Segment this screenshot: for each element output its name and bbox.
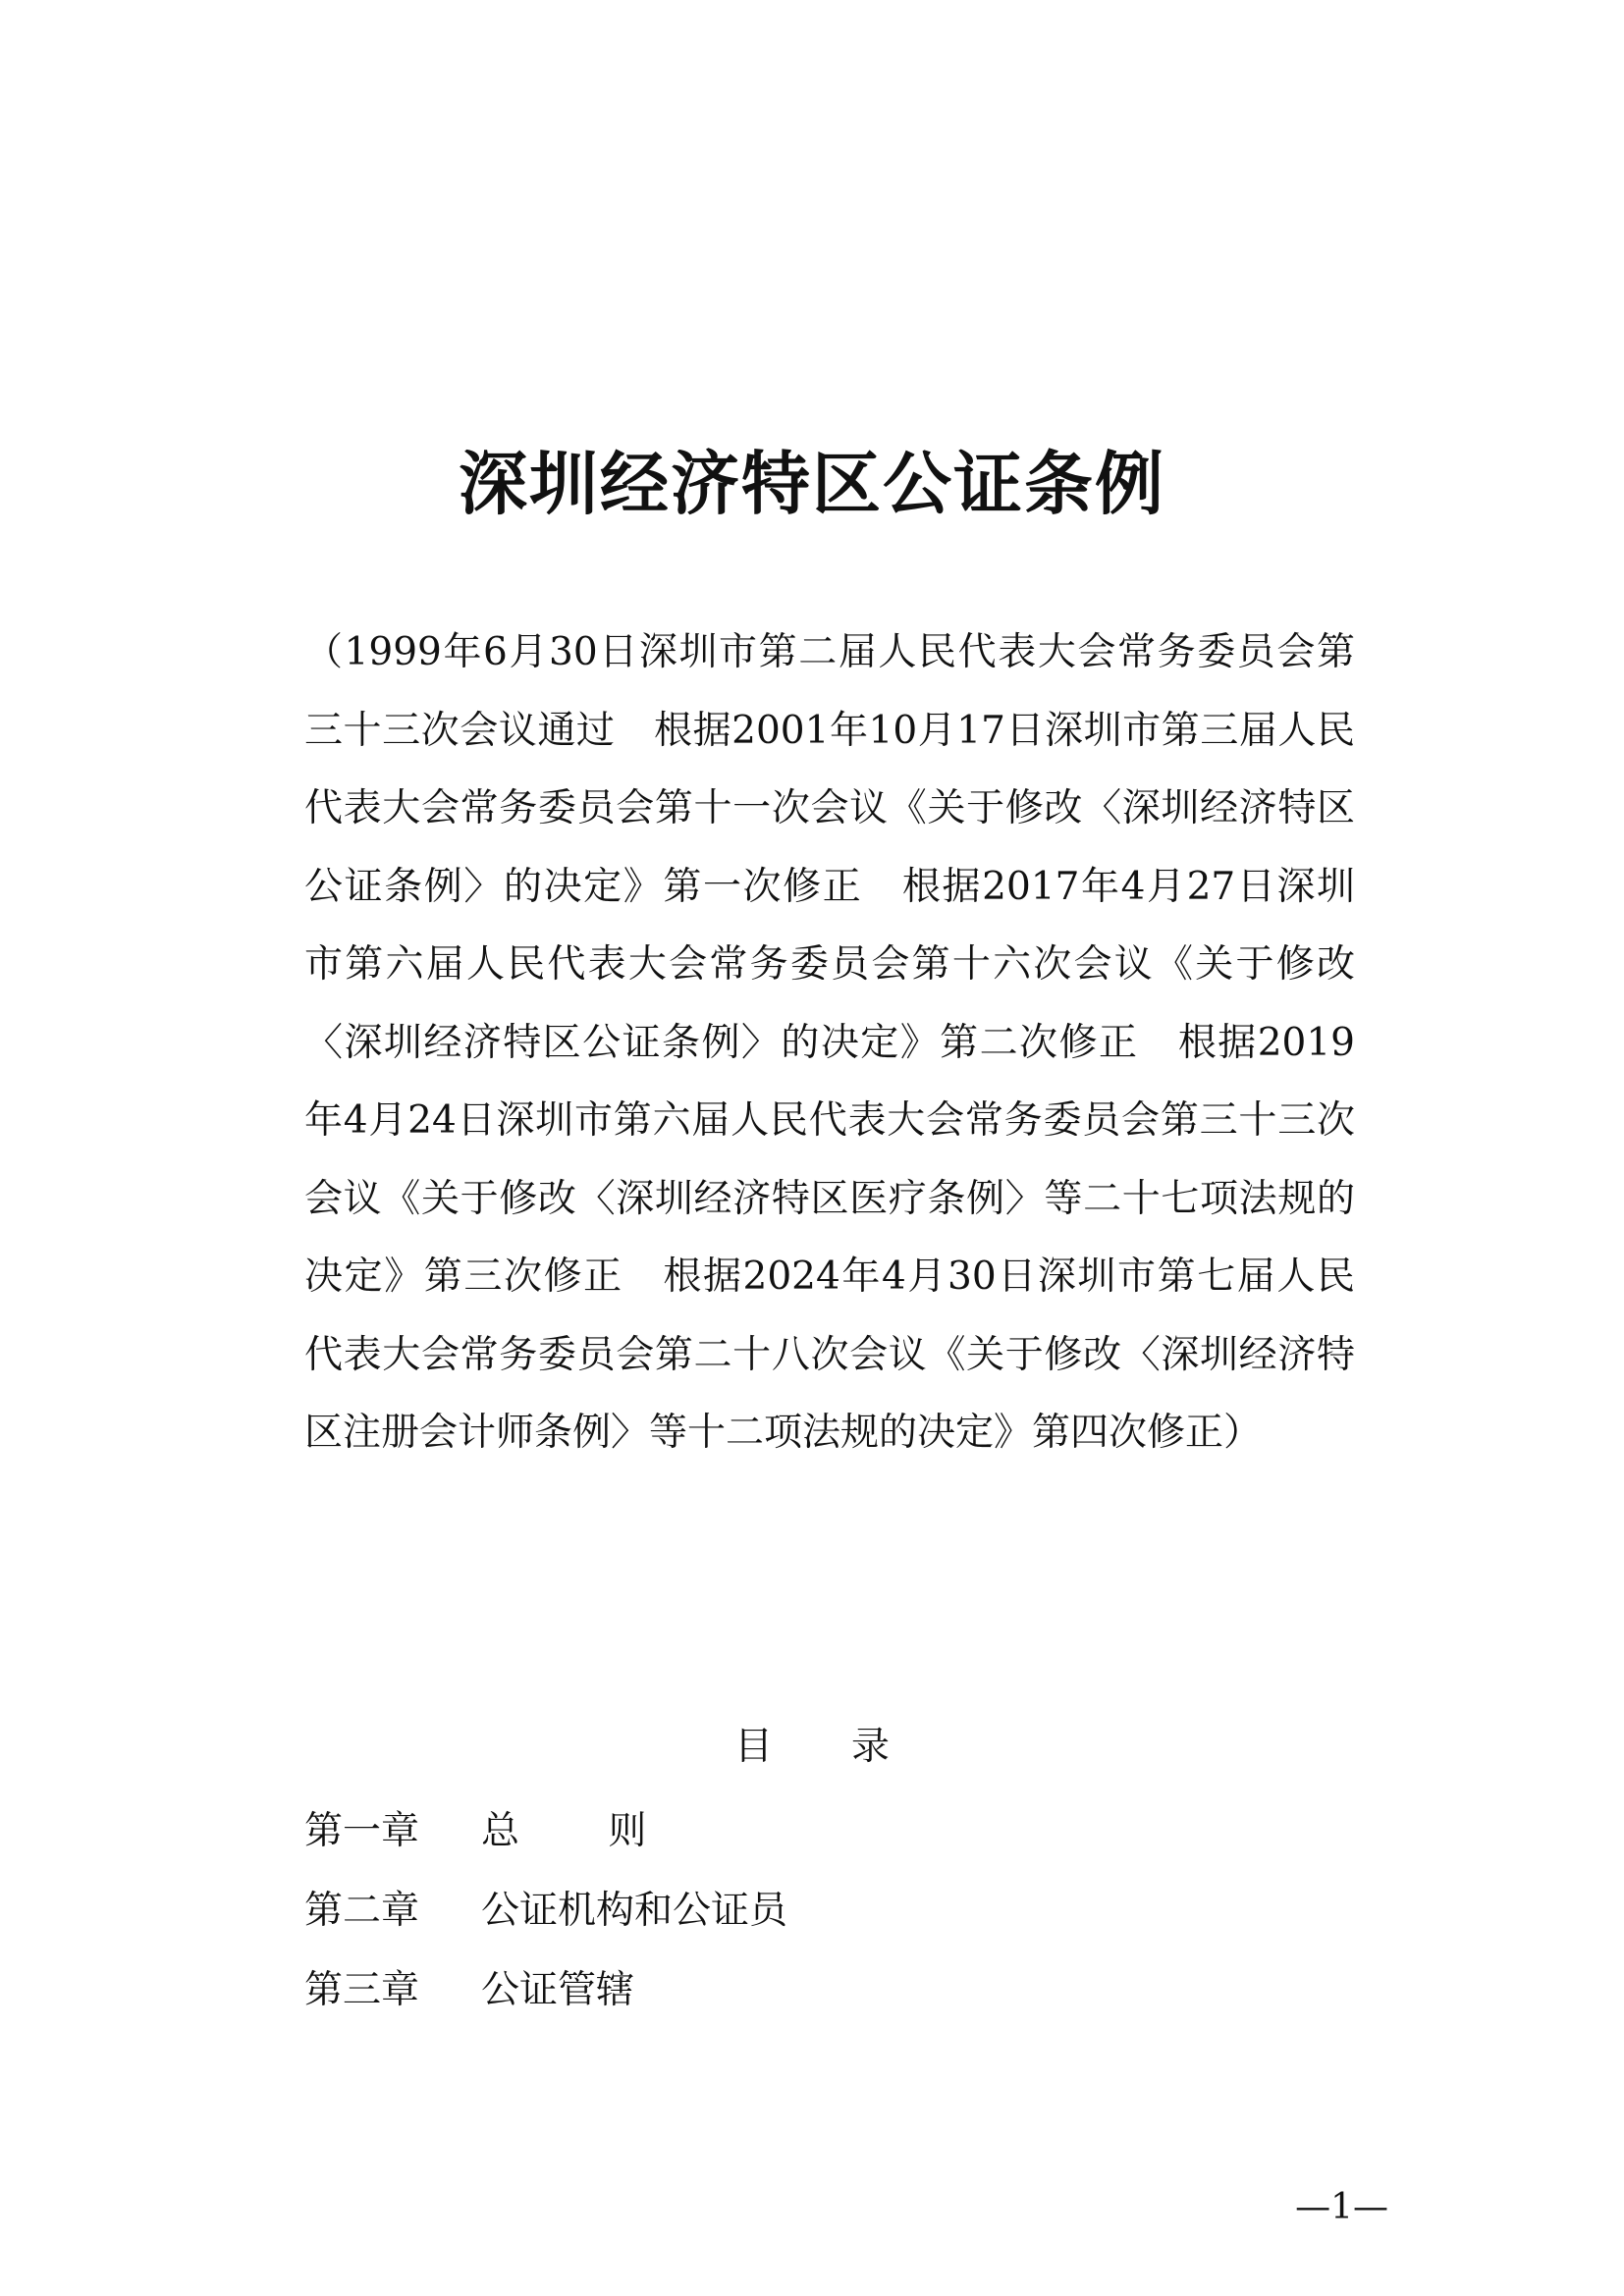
toc-chapter-number: 第三章 <box>304 1968 420 2012</box>
toc-chapter-title: 公证机构和公证员 <box>481 1889 788 1933</box>
toc-item <box>304 1963 787 2043</box>
document-title: 深圳经济特区公证条例 <box>459 444 1165 524</box>
toc-chapter-number: 第二章 <box>304 1889 420 1933</box>
toc-chapter-title: 公证管辖 <box>481 1968 635 2012</box>
toc-item <box>304 1884 787 1963</box>
toc-item <box>304 1804 787 1884</box>
toc-chapter-number: 第一章 <box>304 1809 420 1853</box>
table-of-contents-heading <box>0 1720 1624 1775</box>
page-number: —1— <box>1295 2187 1388 2227</box>
table-of-contents <box>304 1804 787 2043</box>
amendment-history-note: （1999年6月30日深圳市第二届人民代表大会常务委员会第三十三次会议通过 根据2001年10月17日深圳市第三届人民代表大会常务委员会第十一次会议《关于修改〈深圳经济特区公证条例〉的决定》第一次修正 根据2017年4月27日深圳市第六届人民代表大会常务委员会第十六次会议《关于修改〈深圳经济特区公证条例〉的决定》第二次修正 根据2019年4月24日深圳市第六届人民代表大会常务委员会第三十三次会议《关于修改〈深圳经济特区医疗条例〉等二十七项法规的决定》第三次修正 根据2024年4月30日深圳市第七届人民代表大会常务委员会第二十八次会议《关于修改〈深圳经济特区注册会计师条例〉等十二项法规的决定》第四次修正） <box>304 630 1355 1455</box>
toc-chapter-title: 总 则 <box>481 1809 647 1853</box>
toc-heading-right: 录 <box>851 1725 891 1769</box>
toc-heading-left: 目 <box>733 1725 773 1769</box>
